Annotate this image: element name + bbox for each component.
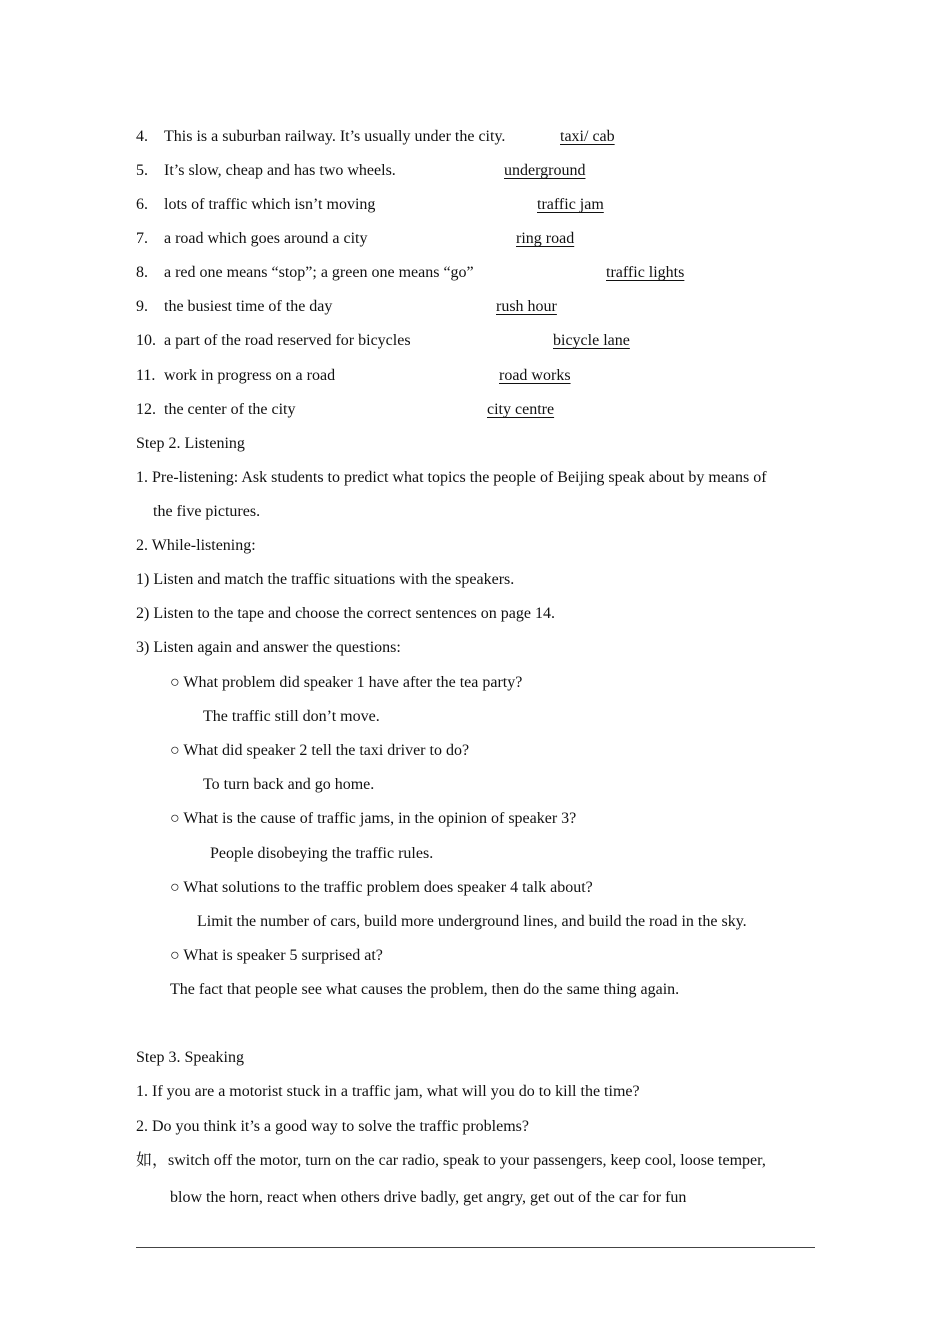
- question: ○ What is the cause of traffic jams, in the opinion of speaker 3?: [170, 810, 577, 827]
- definition: the center of the city: [164, 401, 296, 418]
- item-number: 6.: [136, 196, 148, 213]
- answer-text: People disobeying the traffic rules.: [210, 845, 434, 862]
- definition: work in progress on a road: [164, 367, 336, 384]
- pre-listening-text: 1. Pre-listening: Ask students to predict what topics the people of Beijing speak about by means of: [136, 469, 767, 486]
- definition: It’s slow, cheap and has two wheels.: [164, 162, 396, 179]
- step3-heading: Step 3. Speaking: [136, 1049, 244, 1066]
- answer: rush hour: [496, 298, 557, 315]
- vocab-row: [136, 229, 367, 249]
- definition: This is a suburban railway. It’s usually under the city.: [164, 128, 506, 145]
- answer-text: To turn back and go home.: [203, 776, 375, 793]
- vocab-row: [136, 297, 332, 317]
- definition: a red one means “stop”; a green one means “go”: [164, 264, 474, 281]
- vocab-row: [136, 195, 375, 215]
- answer: underground: [504, 162, 586, 179]
- question: ○ What problem did speaker 1 have after the tea party?: [170, 674, 523, 691]
- definition: a part of the road reserved for bicycles: [164, 332, 411, 349]
- answer: traffic lights: [606, 264, 685, 281]
- vocab-row: [136, 400, 296, 420]
- question: ○ What solutions to the traffic problem does speaker 4 talk about?: [170, 879, 593, 896]
- answer-text: The fact that people see what causes the problem, then do the same thing again.: [170, 981, 680, 998]
- item-number: 8.: [136, 264, 148, 281]
- step2-heading: Step 2. Listening: [136, 435, 245, 452]
- item-number: 5.: [136, 162, 148, 179]
- question: ○ What did speaker 2 tell the taxi driver to do?: [170, 742, 470, 759]
- listening-task-2: 2) Listen to the tape and choose the correct sentences on page 14.: [136, 605, 555, 622]
- item-number: 12.: [136, 401, 156, 418]
- listening-task-3: 3) Listen again and answer the questions:: [136, 639, 401, 656]
- answer: traffic jam: [537, 196, 604, 213]
- item-number: 7.: [136, 230, 148, 247]
- definition: a road which goes around a city: [164, 230, 368, 247]
- footer-divider: [136, 1247, 815, 1248]
- vocab-row: [136, 263, 474, 283]
- question: ○ What is speaker 5 surprised at?: [170, 947, 383, 964]
- answer: bicycle lane: [553, 332, 630, 349]
- item-number: 11.: [136, 367, 156, 384]
- vocab-row: [136, 127, 505, 147]
- definition: the busiest time of the day: [164, 298, 333, 315]
- answer-text: Limit the number of cars, build more underground lines, and build the road in the sky.: [197, 913, 747, 930]
- answer-text: The traffic still don’t move.: [203, 708, 380, 725]
- listening-task-1: 1) Listen and match the traffic situations with the speakers.: [136, 571, 515, 588]
- vocab-row: [136, 331, 411, 351]
- item-number: 4.: [136, 128, 148, 145]
- answer: taxi/ cab: [560, 128, 615, 145]
- definition: lots of traffic which isn’t moving: [164, 196, 376, 213]
- while-listening-heading: 2. While-listening:: [136, 537, 256, 554]
- item-number: 9.: [136, 298, 148, 315]
- answer: road works: [499, 367, 571, 384]
- item-number: 10.: [136, 332, 156, 349]
- speaking-question-1: 1. If you are a motorist stuck in a traffic jam, what will you do to kill the time?: [136, 1083, 640, 1100]
- vocab-row: [136, 366, 335, 386]
- speaking-question-2: 2. Do you think it’s a good way to solve the traffic problems?: [136, 1118, 529, 1135]
- vocab-row: [136, 161, 396, 181]
- answer: city centre: [487, 401, 555, 418]
- pre-listening-text-cont: the five pictures.: [153, 503, 261, 520]
- example-list-cont: blow the horn, react when others drive badly, get angry, get out of the car for fun: [170, 1189, 687, 1206]
- answer: ring road: [516, 230, 575, 247]
- example-list: 如，switch off the motor, turn on the car radio, speak to your passengers, keep cool, loose temper,: [136, 1152, 766, 1169]
